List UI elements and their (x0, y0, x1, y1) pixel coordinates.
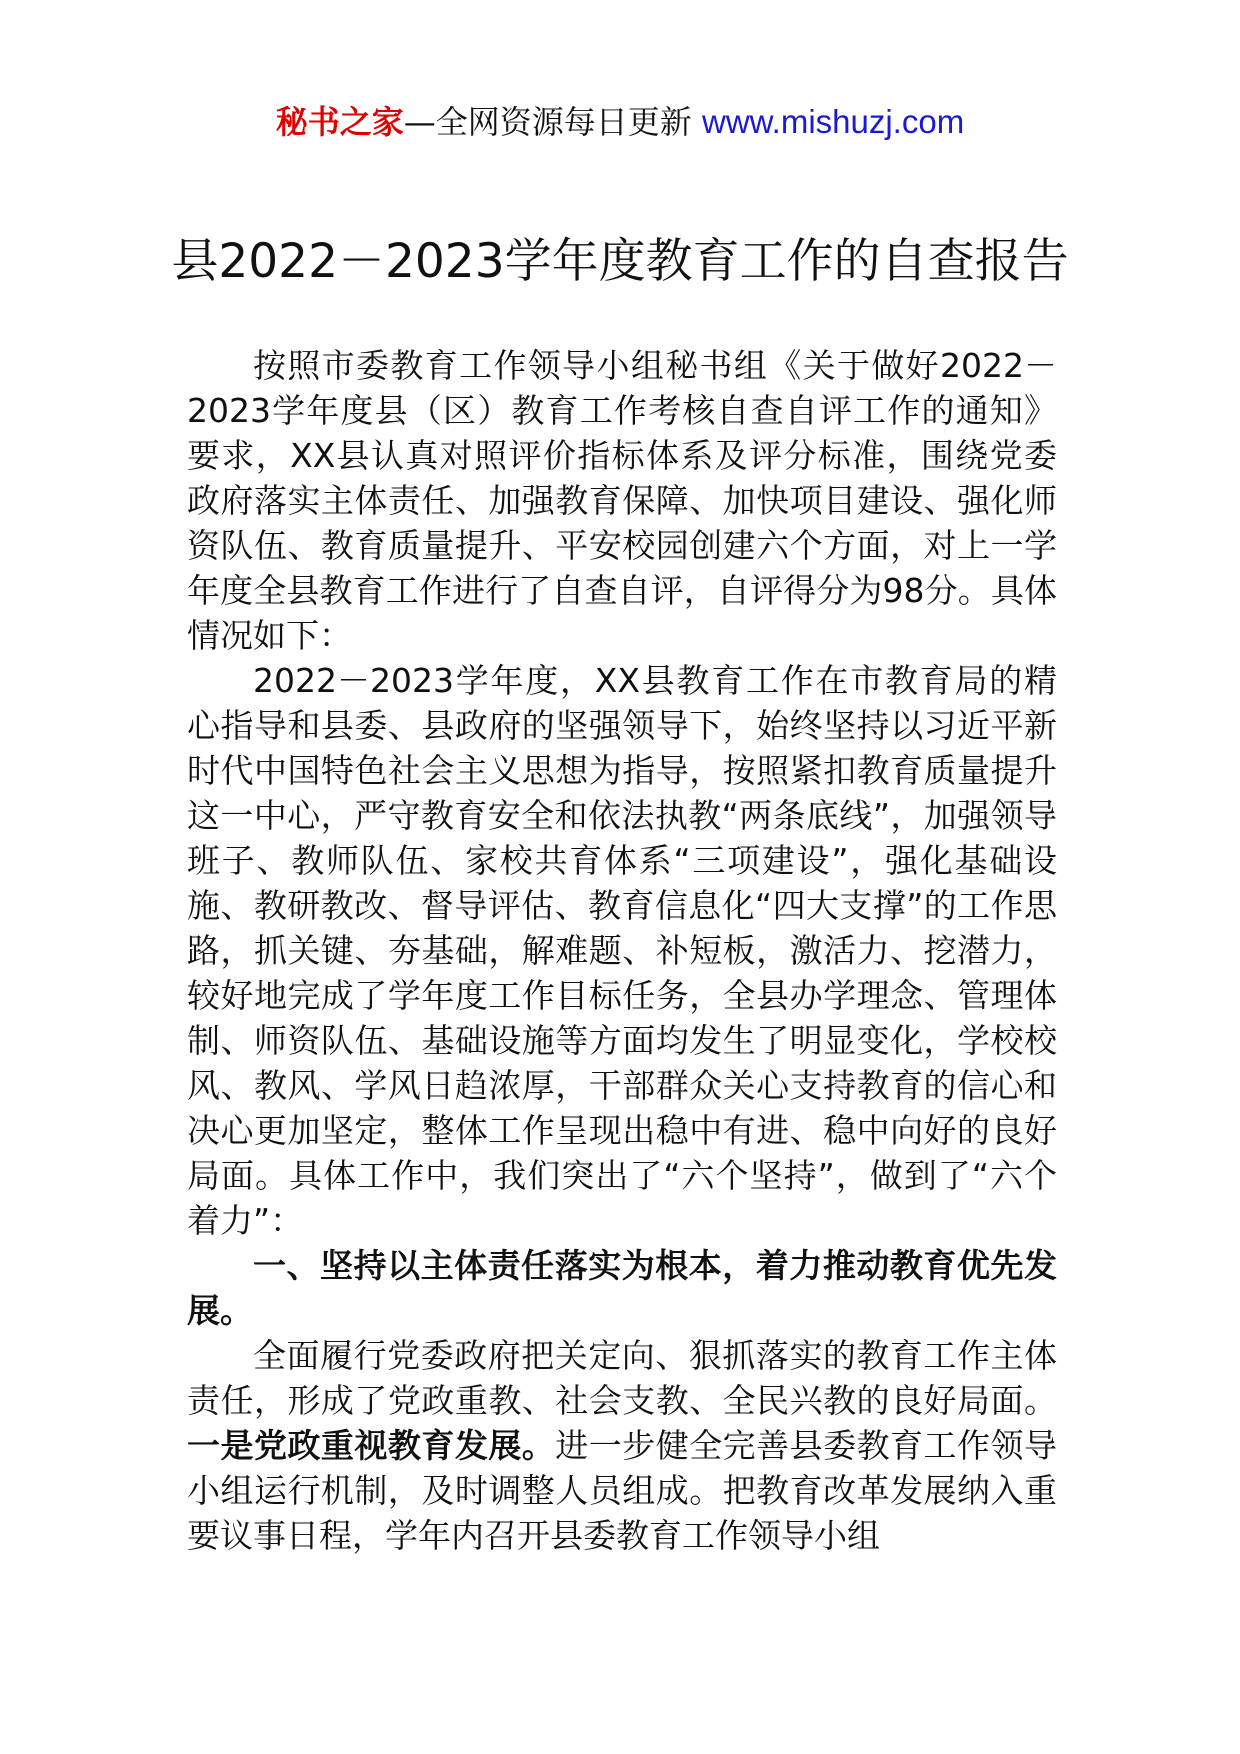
site-tagline: —全网资源每日更新 (403, 103, 692, 141)
document-title: 县2022－2023学年度教育工作的自查报告 (171, 234, 1069, 289)
paragraph-intro: 按照市委教育工作领导小组秘书组《关于做好2022－2023学年度县（区）教育工作考核自查自评工作的通知》要求，XX县认真对照评价指标体系及评分标准，围绕党委政府落实主体责任、加强教育保障、加快项目建设、强化师资队伍、教育质量提升、平安校园创建六个方面，对上一学年度全县教育工作进行了自查自评，自评得分为98分。具体情况如下： (187, 346, 1057, 655)
paragraph-overview: 2022－2023学年度，XX县教育工作在市教育局的精心指导和县委、县政府的坚强领导下，始终坚持以习近平新时代中国特色社会主义思想为指导，按照紧扣教育质量提升这一中心，严守教育安全和依法执教“两条底线”，加强领导班子、教师队伍、家校共育体系“三项建设”，强化基础设施、教研教改、督导评估、教育信息化“四大支撑”的工作思路，抓关键、夯基础，解难题、补短板，激活力、挖潜力，较好地完成了学年度工作目标任务，全县办学理念、管理体制、师资队伍、基础设施等方面均发生了明显变化，学校校风、教风、学风日趋浓厚，干部群众关心支持教育的信心和决心更加坚定，整体工作呈现出稳中有进、稳中向好的良好局面。具体工作中，我们突出了“六个坚持”，做到了“六个着力”： (187, 661, 1057, 1240)
site-url-link[interactable]: www.mishuzj.com (701, 103, 965, 140)
paragraph-section-1 (187, 1333, 1057, 1558)
site-brand: 秘书之家 (275, 103, 404, 141)
point-one-heading: 一是党政重视教育发展。 (187, 1426, 556, 1465)
section-heading-1: 一、坚持以主体责任落实为根本，着力推动教育优先发展。 (187, 1246, 1057, 1330)
document-body (187, 343, 1057, 1558)
site-header-banner (0, 102, 1240, 142)
paragraph-section-1-rest: 进一步健全完善县委教育工作领导小组运行机制，及时调整人员组成。把教育改革发展纳入重要议事日程，学年内召开县委教育工作领导小组 (187, 1426, 1058, 1555)
paragraph-section-1-intro: 全面履行党委政府把关定向、狠抓落实的教育工作主体责任，形成了党政重教、社会支教、全民兴教的良好局面。 (187, 1336, 1057, 1420)
